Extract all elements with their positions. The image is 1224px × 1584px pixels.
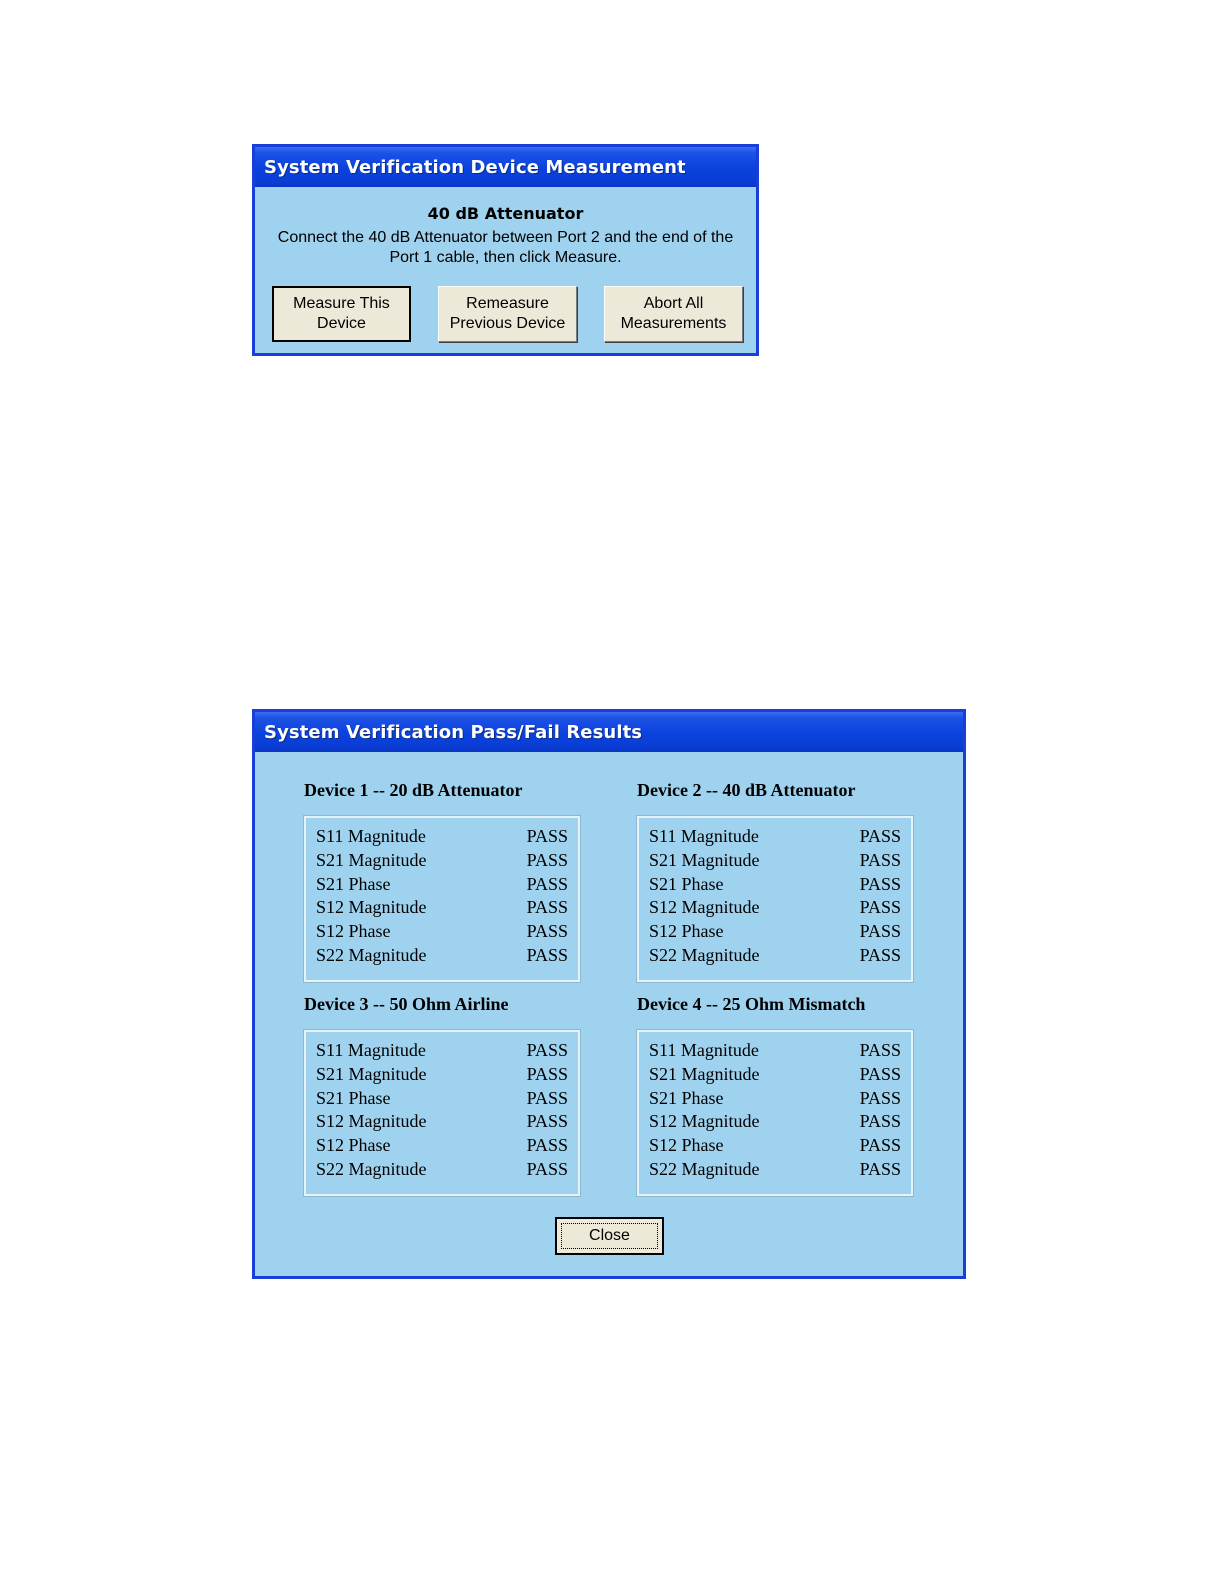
device-2-title: Device 2 -- 40 dB Attenuator — [637, 780, 856, 800]
results-dialog-titlebar[interactable] — [255, 712, 963, 752]
result-parameter: S12 Magnitude — [316, 897, 427, 918]
device-3-results — [304, 1030, 580, 1196]
device-1-title: Device 1 -- 20 dB Attenuator — [304, 780, 523, 800]
focus-rectangle — [561, 1223, 658, 1249]
result-status: PASS — [859, 944, 901, 965]
device-3-panel — [304, 992, 580, 1196]
result-parameter: S12 Magnitude — [649, 897, 760, 918]
result-row — [649, 825, 901, 849]
result-row — [316, 1134, 568, 1158]
result-status: PASS — [526, 1063, 568, 1084]
result-parameter: S22 Magnitude — [316, 1158, 427, 1179]
result-status: PASS — [859, 826, 901, 846]
result-row — [316, 896, 568, 920]
result-row — [316, 1158, 568, 1182]
measure-button-line-2: Device — [317, 315, 366, 332]
result-row — [649, 1134, 901, 1158]
result-row — [649, 1039, 901, 1063]
result-row — [649, 944, 901, 968]
result-row — [316, 1039, 568, 1063]
result-row — [316, 873, 568, 897]
device-2-results — [637, 816, 913, 982]
result-status: PASS — [526, 1135, 568, 1156]
device-heading: 40 dB Attenuator — [427, 204, 584, 223]
result-parameter: S21 Magnitude — [649, 849, 760, 870]
result-status: PASS — [526, 1040, 568, 1060]
abort-all-measurements-button[interactable] — [604, 286, 743, 342]
result-status: PASS — [859, 1158, 901, 1179]
result-status: PASS — [859, 1111, 901, 1132]
result-row — [316, 920, 568, 944]
result-parameter: S22 Magnitude — [316, 944, 427, 965]
result-status: PASS — [859, 1087, 901, 1108]
result-status: PASS — [859, 921, 901, 942]
result-status: PASS — [526, 897, 568, 918]
results-dialog-title: System Verification Pass/Fail Results — [264, 721, 643, 743]
result-status: PASS — [526, 873, 568, 894]
device-1-results — [304, 816, 580, 982]
measurement-dialog-title: System Verification Device Measurement — [264, 156, 686, 178]
result-parameter: S12 Phase — [316, 1135, 391, 1156]
result-row — [649, 920, 901, 944]
result-parameter: S21 Phase — [649, 873, 724, 894]
result-row — [316, 1063, 568, 1087]
result-row — [316, 944, 568, 968]
result-parameter: S21 Magnitude — [316, 849, 427, 870]
close-button-label: Close — [589, 1227, 630, 1244]
measurement-dialog-titlebar[interactable] — [255, 147, 756, 187]
result-parameter: S11 Magnitude — [649, 826, 759, 846]
result-status: PASS — [859, 1135, 901, 1156]
result-parameter: S22 Magnitude — [649, 944, 760, 965]
close-button[interactable] — [555, 1217, 664, 1255]
device-4-title: Device 4 -- 25 Ohm Mismatch — [637, 994, 866, 1014]
remeasure-previous-device-button[interactable] — [438, 286, 577, 342]
result-parameter: S12 Magnitude — [649, 1111, 760, 1132]
result-parameter: S21 Magnitude — [316, 1063, 427, 1084]
result-parameter: S11 Magnitude — [316, 1040, 426, 1060]
result-row — [316, 1110, 568, 1134]
result-status: PASS — [526, 1111, 568, 1132]
result-parameter: S21 Magnitude — [649, 1063, 760, 1084]
result-status: PASS — [859, 849, 901, 870]
result-status: PASS — [526, 826, 568, 846]
result-status: PASS — [859, 897, 901, 918]
result-parameter: S21 Phase — [649, 1087, 724, 1108]
instruction-line-2: Port 1 cable, then click Measure. — [389, 249, 622, 266]
result-status: PASS — [526, 921, 568, 942]
remeasure-button-line-2: Previous Device — [449, 315, 566, 332]
result-status: PASS — [526, 849, 568, 870]
result-parameter: S11 Magnitude — [649, 1040, 759, 1060]
result-parameter: S12 Phase — [316, 921, 391, 942]
result-row — [649, 849, 901, 873]
device-4-panel — [637, 992, 913, 1196]
abort-button-line-2: Measurements — [620, 315, 727, 332]
instruction-line-1: Connect the 40 dB Attenuator between Port 2 and the end of the — [277, 229, 734, 246]
result-parameter: S11 Magnitude — [316, 826, 426, 846]
measurement-dialog — [252, 144, 759, 356]
result-row — [316, 825, 568, 849]
result-row — [649, 1087, 901, 1111]
result-row — [316, 849, 568, 873]
results-dialog — [252, 709, 966, 1279]
device-2-panel — [637, 778, 913, 982]
result-row — [649, 1063, 901, 1087]
abort-button-line-1: Abort All — [643, 295, 704, 312]
result-status: PASS — [859, 1040, 901, 1060]
measure-this-device-button[interactable] — [272, 286, 411, 342]
result-parameter: S21 Phase — [316, 873, 391, 894]
result-parameter: S12 Magnitude — [316, 1111, 427, 1132]
device-3-title: Device 3 -- 50 Ohm Airline — [304, 994, 509, 1014]
result-parameter: S21 Phase — [316, 1087, 391, 1108]
result-parameter: S12 Phase — [649, 921, 724, 942]
measure-button-line-1: Measure This — [293, 295, 390, 312]
result-row — [649, 896, 901, 920]
result-status: PASS — [526, 944, 568, 965]
result-status: PASS — [859, 1063, 901, 1084]
result-row — [649, 873, 901, 897]
result-row — [316, 1087, 568, 1111]
result-row — [649, 1110, 901, 1134]
result-status: PASS — [526, 1087, 568, 1108]
result-status: PASS — [859, 873, 901, 894]
result-parameter: S22 Magnitude — [649, 1158, 760, 1179]
instruction-message — [267, 228, 744, 268]
device-4-results — [637, 1030, 913, 1196]
result-status: PASS — [526, 1158, 568, 1179]
remeasure-button-line-1: Remeasure — [466, 295, 549, 312]
result-parameter: S12 Phase — [649, 1135, 724, 1156]
result-row — [649, 1158, 901, 1182]
device-1-panel — [304, 778, 580, 982]
